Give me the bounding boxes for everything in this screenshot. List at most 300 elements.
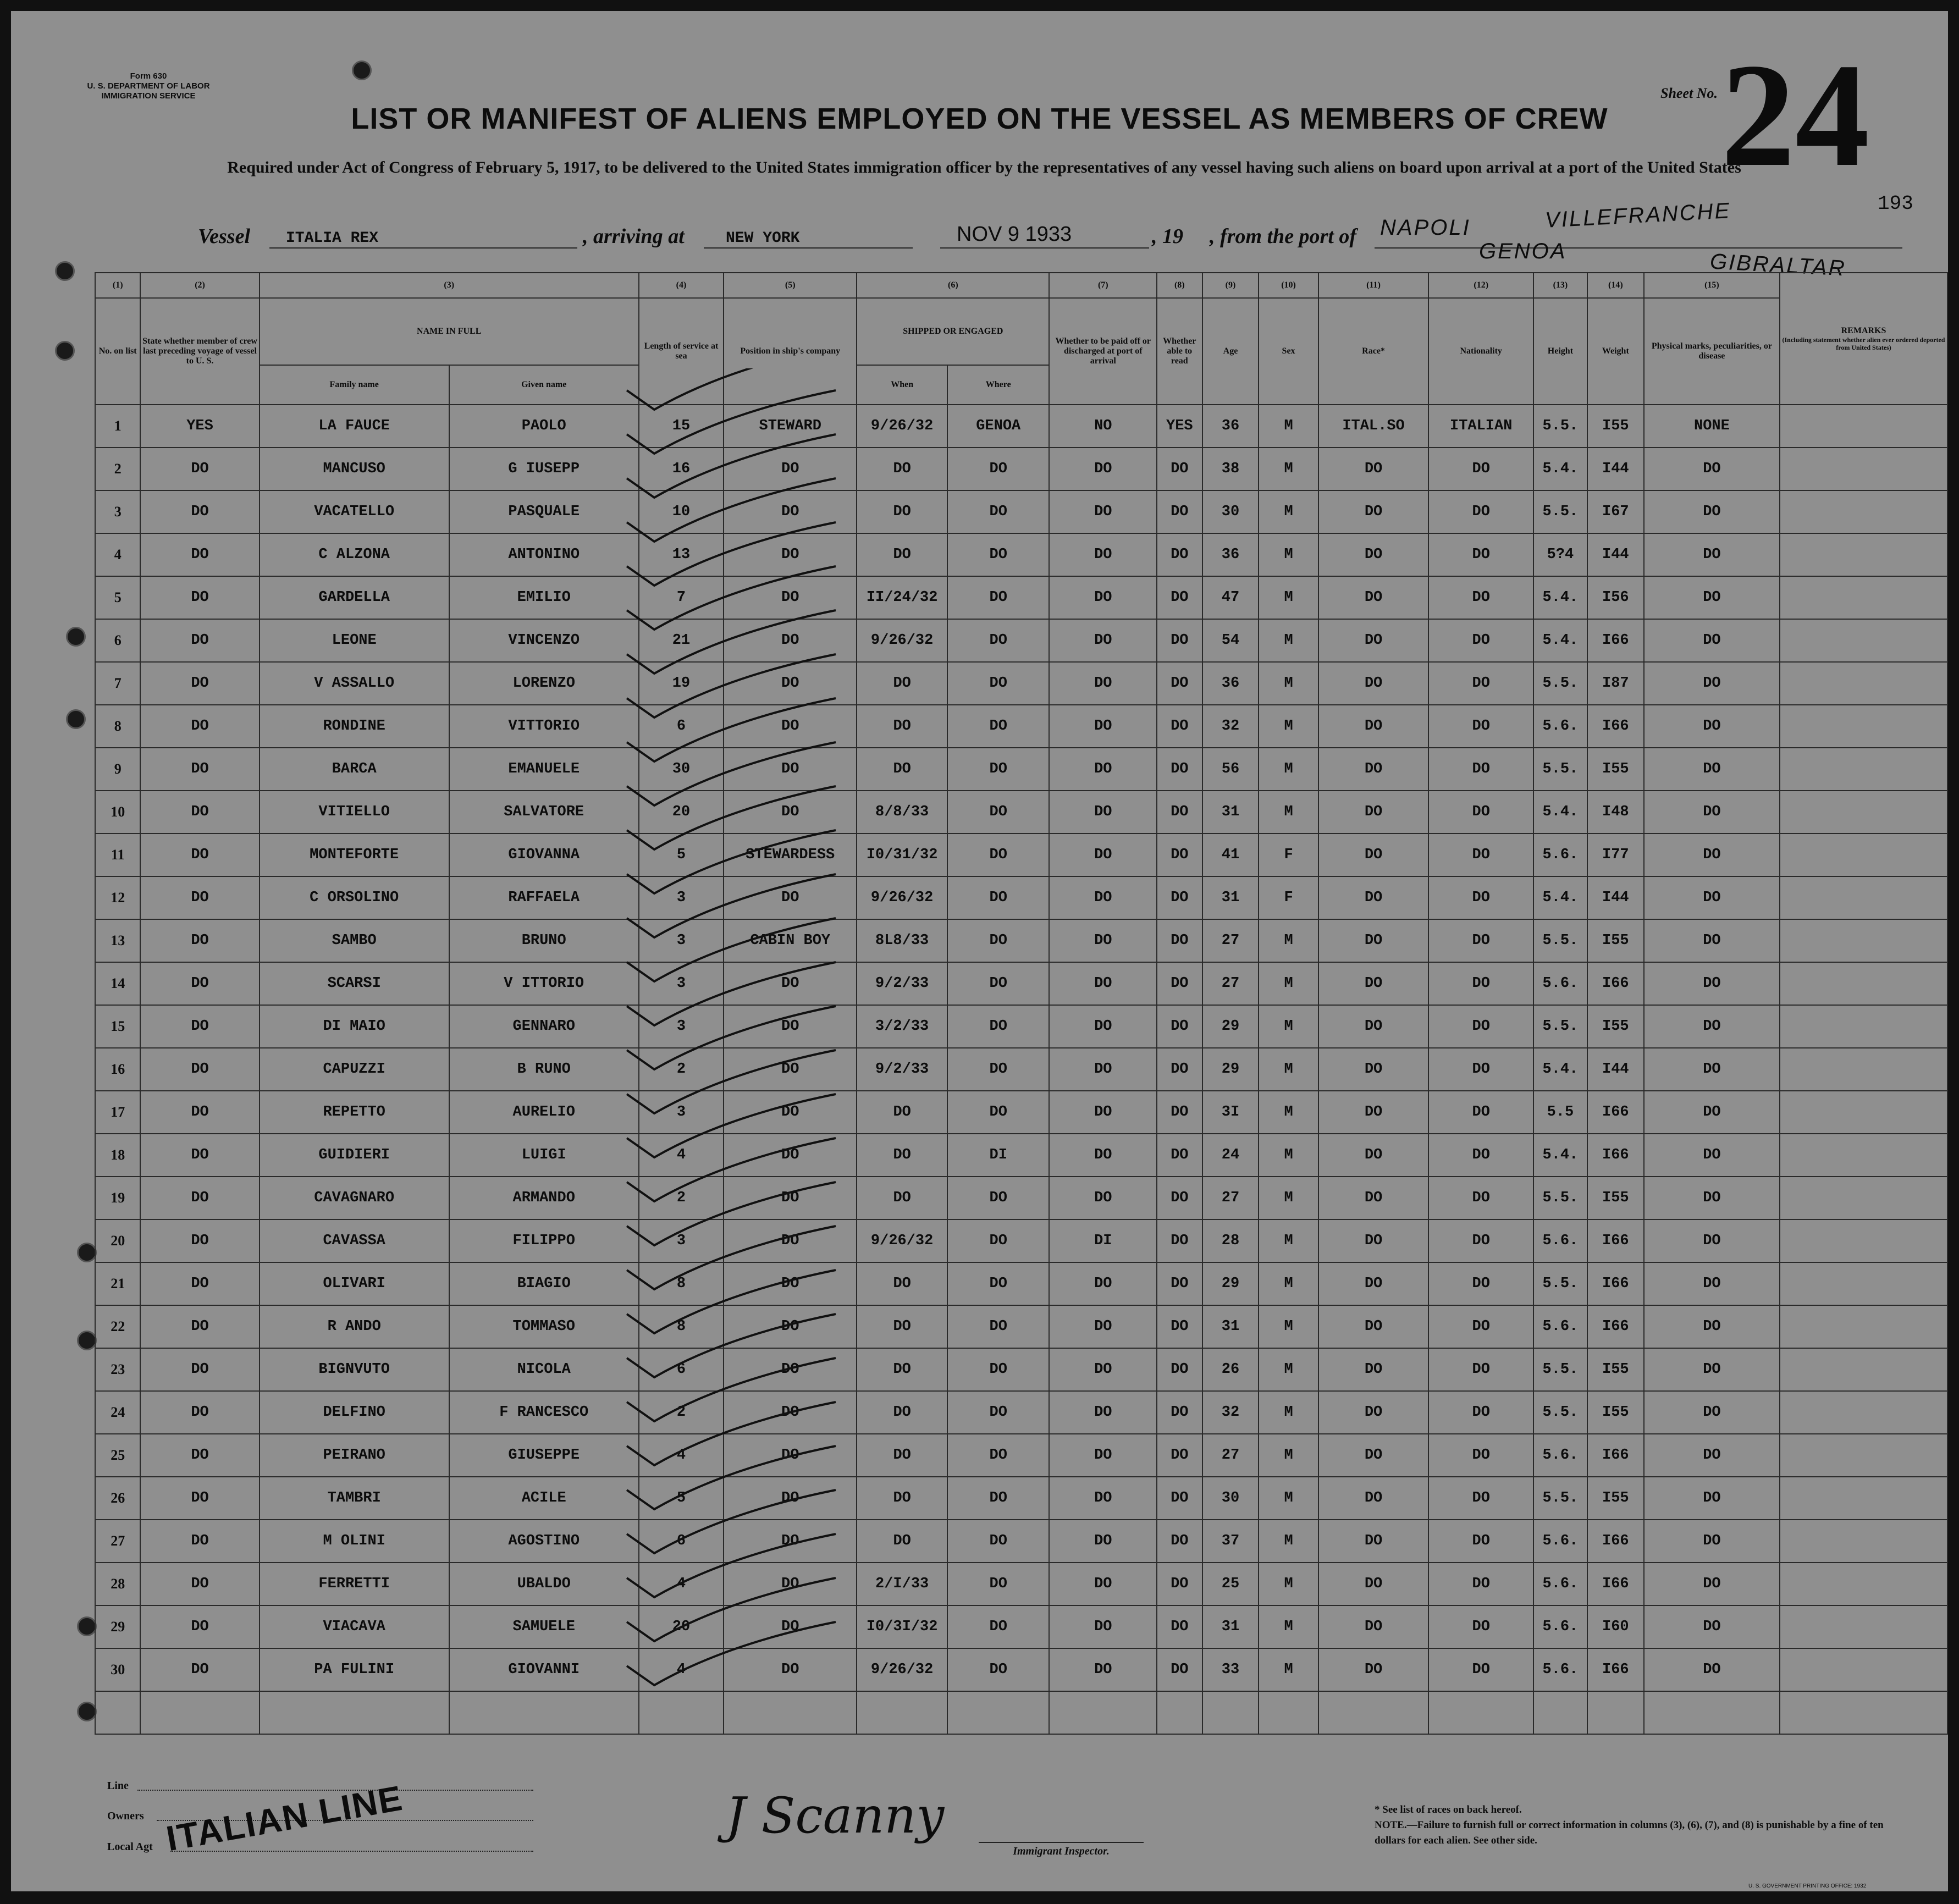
nationality-cell: DO — [1428, 490, 1533, 533]
sex-cell: M — [1259, 1177, 1318, 1219]
last-voyage-cell: DO — [140, 1048, 259, 1091]
last-voyage-cell: DO — [140, 1434, 259, 1477]
given-name-cell: G IUSEPP — [449, 448, 639, 490]
race-cell: DO — [1318, 1434, 1429, 1477]
age-cell: 27 — [1202, 962, 1259, 1005]
row-number: 11 — [95, 834, 140, 876]
given-name-cell: PAOLO — [449, 405, 639, 448]
colnum-2: (2) — [140, 273, 259, 298]
blank-cell — [1587, 1691, 1644, 1734]
shipped-where-cell: DO — [947, 1434, 1049, 1477]
sex-cell: M — [1259, 962, 1318, 1005]
able-read-cell: DO — [1157, 619, 1202, 662]
blank-cell — [1780, 1691, 1947, 1734]
punch-hole — [55, 261, 75, 281]
height-cell: 5.5. — [1533, 1177, 1587, 1219]
age-cell: 29 — [1202, 1262, 1259, 1305]
given-name-cell: GIOVANNA — [449, 834, 639, 876]
colnum-6: (6) — [857, 273, 1049, 298]
physical-marks-cell: DO — [1644, 1005, 1780, 1048]
row-number: 10 — [95, 791, 140, 834]
shipped-where-cell: DO — [947, 705, 1049, 748]
remarks-cell — [1780, 791, 1947, 834]
sex-cell: M — [1259, 748, 1318, 791]
given-name-cell: ARMANDO — [449, 1177, 639, 1219]
paid-off-cell: DO — [1049, 533, 1157, 576]
header-when: When — [857, 365, 947, 405]
position-cell: DO — [724, 490, 857, 533]
remarks-cell — [1780, 876, 1947, 919]
nationality-cell: DO — [1428, 1477, 1533, 1520]
physical-marks-cell: DO — [1644, 1605, 1780, 1648]
able-read-cell: DO — [1157, 834, 1202, 876]
given-name-cell: BIAGIO — [449, 1262, 639, 1305]
able-read-cell: DO — [1157, 962, 1202, 1005]
table-row — [95, 1005, 1947, 1048]
weight-cell: I66 — [1587, 1434, 1644, 1477]
row-number: 30 — [95, 1648, 140, 1691]
colnum-7: (7) — [1049, 273, 1157, 298]
last-voyage-cell: DO — [140, 1391, 259, 1434]
family-name-cell: GUIDIERI — [260, 1134, 449, 1177]
race-cell: DO — [1318, 1305, 1429, 1348]
punch-hole — [77, 1243, 97, 1262]
nationality-cell: DO — [1428, 533, 1533, 576]
last-voyage-cell: DO — [140, 576, 259, 619]
race-cell: DO — [1318, 448, 1429, 490]
form-number: Form 630 — [130, 71, 167, 81]
service-length-cell: 6 — [639, 1520, 724, 1563]
inspector-label: Immigrant Inspector. — [979, 1842, 1144, 1858]
able-read-cell: DO — [1157, 1563, 1202, 1605]
arriving-label: , arriving at — [583, 225, 685, 248]
given-name-cell: EMILIO — [449, 576, 639, 619]
weight-cell: I55 — [1587, 1005, 1644, 1048]
form-number-block — [77, 71, 220, 101]
nationality-cell: DO — [1428, 1391, 1533, 1434]
weight-cell: I55 — [1587, 1348, 1644, 1391]
paid-off-cell: DO — [1049, 791, 1157, 834]
race-cell: DO — [1318, 1391, 1429, 1434]
family-name-cell: R ANDO — [260, 1305, 449, 1348]
paid-off-cell: DO — [1049, 1348, 1157, 1391]
table-row — [95, 490, 1947, 533]
row-number: 23 — [95, 1348, 140, 1391]
shipped-when-cell: 9/2/33 — [857, 1048, 947, 1091]
table-row — [95, 791, 1947, 834]
height-cell: 5.5. — [1533, 919, 1587, 962]
position-cell: DO — [724, 1520, 857, 1563]
page-subtitle: Required under Act of Congress of February 5, 1917, to be delivered to the United States immigration officer by the representatives of any vessel having such aliens on board upon arrival at a port of the United States — [227, 158, 1741, 176]
departure-port-gibraltar: GIBRALTAR — [1709, 249, 1847, 281]
age-cell: 24 — [1202, 1134, 1259, 1177]
position-cell: DO — [724, 1434, 857, 1477]
race-cell: DO — [1318, 533, 1429, 576]
remarks-cell — [1780, 962, 1947, 1005]
physical-marks-cell: DO — [1644, 962, 1780, 1005]
colnum-1: (1) — [95, 273, 140, 298]
blank-row — [95, 1691, 1947, 1734]
physical-marks-cell: DO — [1644, 1434, 1780, 1477]
shipped-when-cell: DO — [857, 1391, 947, 1434]
weight-cell: I44 — [1587, 876, 1644, 919]
able-read-cell: DO — [1157, 490, 1202, 533]
shipped-when-cell: DO — [857, 1477, 947, 1520]
colnum-4: (4) — [639, 273, 724, 298]
sex-cell: M — [1259, 1262, 1318, 1305]
service-length-cell: 8 — [639, 1305, 724, 1348]
sex-cell: M — [1259, 1091, 1318, 1134]
position-cell: DO — [724, 791, 857, 834]
service-length-cell: 4 — [639, 1134, 724, 1177]
age-cell: 30 — [1202, 1477, 1259, 1520]
paid-off-cell: NO — [1049, 405, 1157, 448]
family-name-cell: LEONE — [260, 619, 449, 662]
age-cell: 31 — [1202, 1305, 1259, 1348]
sex-cell: M — [1259, 1005, 1318, 1048]
shipped-where-cell: DO — [947, 490, 1049, 533]
remarks-cell — [1780, 919, 1947, 962]
inspector-signature: J Scanny — [726, 1787, 945, 1845]
able-read-cell: DO — [1157, 748, 1202, 791]
header-weight: Weight — [1587, 298, 1644, 405]
family-name-cell: SCARSI — [260, 962, 449, 1005]
physical-marks-cell: DO — [1644, 662, 1780, 705]
last-voyage-cell: DO — [140, 1262, 259, 1305]
colnum-8: (8) — [1157, 273, 1202, 298]
shipped-when-cell: DO — [857, 490, 947, 533]
sex-cell: M — [1259, 1348, 1318, 1391]
race-cell: DO — [1318, 962, 1429, 1005]
date-line — [940, 247, 1149, 249]
weight-cell: I66 — [1587, 962, 1644, 1005]
shipped-where-cell: GENOA — [947, 405, 1049, 448]
weight-cell: I67 — [1587, 490, 1644, 533]
last-voyage-cell: DO — [140, 448, 259, 490]
shipped-when-cell: DO — [857, 1134, 947, 1177]
weight-cell: I44 — [1587, 448, 1644, 490]
arriving-port-line — [704, 247, 913, 249]
physical-marks-cell: DO — [1644, 748, 1780, 791]
row-number: 9 — [95, 748, 140, 791]
position-cell: DO — [724, 1563, 857, 1605]
paid-off-cell: DO — [1049, 448, 1157, 490]
physical-marks-cell: DO — [1644, 834, 1780, 876]
shipped-when-cell: DO — [857, 748, 947, 791]
last-voyage-cell: DO — [140, 490, 259, 533]
given-name-cell: UBALDO — [449, 1563, 639, 1605]
position-cell: DO — [724, 876, 857, 919]
remarks-cell — [1780, 448, 1947, 490]
vessel-name-line — [269, 247, 577, 249]
age-cell: 36 — [1202, 662, 1259, 705]
remarks-title: REMARKS — [1841, 326, 1886, 335]
paid-off-cell: DO — [1049, 962, 1157, 1005]
nationality-cell: DO — [1428, 705, 1533, 748]
given-name-cell: SALVATORE — [449, 791, 639, 834]
physical-marks-cell: DO — [1644, 876, 1780, 919]
physical-marks-cell: DO — [1644, 1563, 1780, 1605]
sex-cell: M — [1259, 662, 1318, 705]
service-length-cell: 16 — [639, 448, 724, 490]
shipped-when-cell: 3/2/33 — [857, 1005, 947, 1048]
family-name-cell: GARDELLA — [260, 576, 449, 619]
given-name-cell: TOMMASO — [449, 1305, 639, 1348]
given-name-cell: AURELIO — [449, 1091, 639, 1134]
service-length-cell: 4 — [639, 1434, 724, 1477]
blank-cell — [1428, 1691, 1533, 1734]
last-voyage-cell: YES — [140, 405, 259, 448]
shipped-when-cell: DO — [857, 705, 947, 748]
colnum-10: (10) — [1259, 273, 1318, 298]
shipped-where-cell: DO — [947, 1520, 1049, 1563]
paid-off-cell: DO — [1049, 662, 1157, 705]
row-number: 26 — [95, 1477, 140, 1520]
table-row — [95, 962, 1947, 1005]
last-voyage-cell: DO — [140, 1005, 259, 1048]
remarks-cell — [1780, 1434, 1947, 1477]
shipped-where-cell: DO — [947, 619, 1049, 662]
blank-cell — [1049, 1691, 1157, 1734]
weight-cell: I87 — [1587, 662, 1644, 705]
family-name-cell: BIGNVUTO — [260, 1348, 449, 1391]
remarks-cell — [1780, 533, 1947, 576]
footer-notes — [1375, 1802, 1913, 1848]
given-name-cell: VITTORIO — [449, 705, 639, 748]
last-voyage-cell: DO — [140, 1348, 259, 1391]
race-cell: DO — [1318, 1219, 1429, 1262]
remarks-cell — [1780, 1563, 1947, 1605]
race-cell: DO — [1318, 1048, 1429, 1091]
age-cell: 32 — [1202, 705, 1259, 748]
service-length-cell: 3 — [639, 962, 724, 1005]
service-length-cell: 13 — [639, 533, 724, 576]
last-voyage-cell: DO — [140, 1477, 259, 1520]
service-length-cell: 8 — [639, 1262, 724, 1305]
service-length-cell: 3 — [639, 876, 724, 919]
service-length-cell: 4 — [639, 1648, 724, 1691]
table-row — [95, 748, 1947, 791]
race-cell: DO — [1318, 1262, 1429, 1305]
position-cell: DO — [724, 1262, 857, 1305]
colnum-3: (3) — [260, 273, 639, 298]
header-position: Position in ship's company — [724, 298, 857, 405]
physical-marks-cell: DO — [1644, 1348, 1780, 1391]
physical-marks-cell: DO — [1644, 1477, 1780, 1520]
position-cell: STEWARDESS — [724, 834, 857, 876]
header-height: Height — [1533, 298, 1587, 405]
given-name-cell: GIOVANNI — [449, 1648, 639, 1691]
paid-off-cell: DO — [1049, 576, 1157, 619]
race-cell: DO — [1318, 1348, 1429, 1391]
remarks-cell — [1780, 1605, 1947, 1648]
weight-cell: I55 — [1587, 748, 1644, 791]
position-cell: DO — [724, 1091, 857, 1134]
physical-marks-cell: DO — [1644, 1134, 1780, 1177]
paid-off-cell: DO — [1049, 1177, 1157, 1219]
service-length-cell: 30 — [639, 748, 724, 791]
position-cell: DO — [724, 1477, 857, 1520]
position-cell: DO — [724, 533, 857, 576]
sex-cell: F — [1259, 834, 1318, 876]
blank-cell — [1157, 1691, 1202, 1734]
weight-cell: I66 — [1587, 1262, 1644, 1305]
shipped-where-cell: DO — [947, 662, 1049, 705]
punch-hole — [66, 627, 86, 647]
row-number: 29 — [95, 1605, 140, 1648]
age-cell: 29 — [1202, 1005, 1259, 1048]
paid-off-cell: DO — [1049, 1305, 1157, 1348]
shipped-where-cell: DO — [947, 1177, 1049, 1219]
able-read-cell: DO — [1157, 448, 1202, 490]
punch-hole — [352, 60, 372, 80]
sex-cell: M — [1259, 1434, 1318, 1477]
shipped-where-cell: DO — [947, 919, 1049, 962]
age-cell: 33 — [1202, 1648, 1259, 1691]
arrival-date: NOV 9 1933 — [957, 223, 1072, 246]
nationality-cell: DO — [1428, 1005, 1533, 1048]
weight-cell: I66 — [1587, 1563, 1644, 1605]
race-cell: DO — [1318, 576, 1429, 619]
row-number: 22 — [95, 1305, 140, 1348]
race-cell: DO — [1318, 1648, 1429, 1691]
row-number: 17 — [95, 1091, 140, 1134]
sex-cell: M — [1259, 619, 1318, 662]
remarks-cell — [1780, 1134, 1947, 1177]
height-cell: 5.4. — [1533, 791, 1587, 834]
table-row — [95, 1305, 1947, 1348]
paid-off-cell: DO — [1049, 1391, 1157, 1434]
position-cell: DO — [724, 1648, 857, 1691]
remarks-note: (Including statement whether alien ever ordered deported from United States) — [1782, 336, 1945, 351]
shipped-where-cell: DO — [947, 1262, 1049, 1305]
given-name-cell: GENNARO — [449, 1005, 639, 1048]
shipped-when-cell: 8L8/33 — [857, 919, 947, 962]
departure-port-napoli: NAPOLI — [1380, 216, 1471, 240]
service-length-cell: 4 — [639, 1563, 724, 1605]
physical-marks-cell: DO — [1644, 576, 1780, 619]
able-read-cell: DO — [1157, 1048, 1202, 1091]
weight-cell: I55 — [1587, 1477, 1644, 1520]
shipped-where-cell: DO — [947, 791, 1049, 834]
shipped-when-cell: 2/I/33 — [857, 1563, 947, 1605]
service-length-cell: 3 — [639, 1005, 724, 1048]
family-name-cell: LA FAUCE — [260, 405, 449, 448]
shipped-when-cell: DO — [857, 1177, 947, 1219]
race-cell: DO — [1318, 1477, 1429, 1520]
punch-hole — [77, 1616, 97, 1636]
height-cell: 5.6. — [1533, 1520, 1587, 1563]
row-number: 14 — [95, 962, 140, 1005]
punch-hole — [66, 709, 86, 729]
height-cell: 5.5. — [1533, 662, 1587, 705]
physical-marks-cell: DO — [1644, 1219, 1780, 1262]
position-cell: DO — [724, 662, 857, 705]
physical-marks-cell: DO — [1644, 1520, 1780, 1563]
sex-cell: M — [1259, 1520, 1318, 1563]
position-cell: DO — [724, 748, 857, 791]
height-cell: 5.5. — [1533, 1348, 1587, 1391]
row-number: 24 — [95, 1391, 140, 1434]
nationality-cell: DO — [1428, 1177, 1533, 1219]
header-shipped-engaged: SHIPPED OR ENGAGED — [857, 298, 1049, 365]
able-read-cell: DO — [1157, 1605, 1202, 1648]
race-cell: DO — [1318, 834, 1429, 876]
height-cell: 5.4. — [1533, 1048, 1587, 1091]
shipped-when-cell: DO — [857, 533, 947, 576]
blank-cell — [95, 1691, 140, 1734]
punch-hole — [77, 1331, 97, 1350]
header-age: Age — [1202, 298, 1259, 405]
punch-hole — [55, 341, 75, 361]
manifest-sheet — [11, 11, 1948, 1891]
nationality-cell: DO — [1428, 1305, 1533, 1348]
sex-cell: M — [1259, 1563, 1318, 1605]
position-cell: DO — [724, 619, 857, 662]
physical-marks-cell: DO — [1644, 919, 1780, 962]
nationality-cell: DO — [1428, 1048, 1533, 1091]
last-voyage-cell: DO — [140, 1305, 259, 1348]
family-name-cell: TAMBRI — [260, 1477, 449, 1520]
row-number: 5 — [95, 576, 140, 619]
nationality-cell: DO — [1428, 662, 1533, 705]
height-cell: 5.6. — [1533, 1434, 1587, 1477]
shipped-where-cell: DO — [947, 576, 1049, 619]
header-no-on-list: No. on list — [95, 298, 140, 405]
paid-off-cell: DO — [1049, 1477, 1157, 1520]
sheet-number: 24 — [1721, 33, 1869, 197]
physical-marks-cell: DO — [1644, 791, 1780, 834]
row-number: 1 — [95, 405, 140, 448]
row-number: 27 — [95, 1520, 140, 1563]
service-length-cell: 3 — [639, 1091, 724, 1134]
page-stamp-number: 193 — [1878, 192, 1913, 215]
service-length-cell: 7 — [639, 576, 724, 619]
last-voyage-cell: DO — [140, 791, 259, 834]
blank-cell — [1533, 1691, 1587, 1734]
from-port-line — [1375, 247, 1902, 249]
last-voyage-cell: DO — [140, 834, 259, 876]
nationality-cell: DO — [1428, 448, 1533, 490]
local-agent-field — [170, 1851, 533, 1852]
weight-cell: I77 — [1587, 834, 1644, 876]
shipped-where-cell: DO — [947, 1005, 1049, 1048]
able-read-cell: DO — [1157, 576, 1202, 619]
last-voyage-cell: DO — [140, 1134, 259, 1177]
remarks-cell — [1780, 1262, 1947, 1305]
paid-off-cell: DO — [1049, 619, 1157, 662]
able-read-cell: DO — [1157, 1177, 1202, 1219]
physical-marks-cell: DO — [1644, 1262, 1780, 1305]
position-cell: DO — [724, 1605, 857, 1648]
table-row — [95, 533, 1947, 576]
shipped-where-cell: DO — [947, 748, 1049, 791]
height-cell: 5.6. — [1533, 1305, 1587, 1348]
given-name-cell: LUIGI — [449, 1134, 639, 1177]
last-voyage-cell: DO — [140, 705, 259, 748]
given-name-cell: PASQUALE — [449, 490, 639, 533]
last-voyage-cell: DO — [140, 1648, 259, 1691]
position-cell: DO — [724, 1219, 857, 1262]
service-length-cell: 3 — [639, 1219, 724, 1262]
nationality-cell: DO — [1428, 1262, 1533, 1305]
nationality-cell: DO — [1428, 1563, 1533, 1605]
race-cell: ITAL.SO — [1318, 405, 1429, 448]
table-row — [95, 1177, 1947, 1219]
service-length-cell: 5 — [639, 1477, 724, 1520]
family-name-cell: PEIRANO — [260, 1434, 449, 1477]
weight-cell: I66 — [1587, 1134, 1644, 1177]
